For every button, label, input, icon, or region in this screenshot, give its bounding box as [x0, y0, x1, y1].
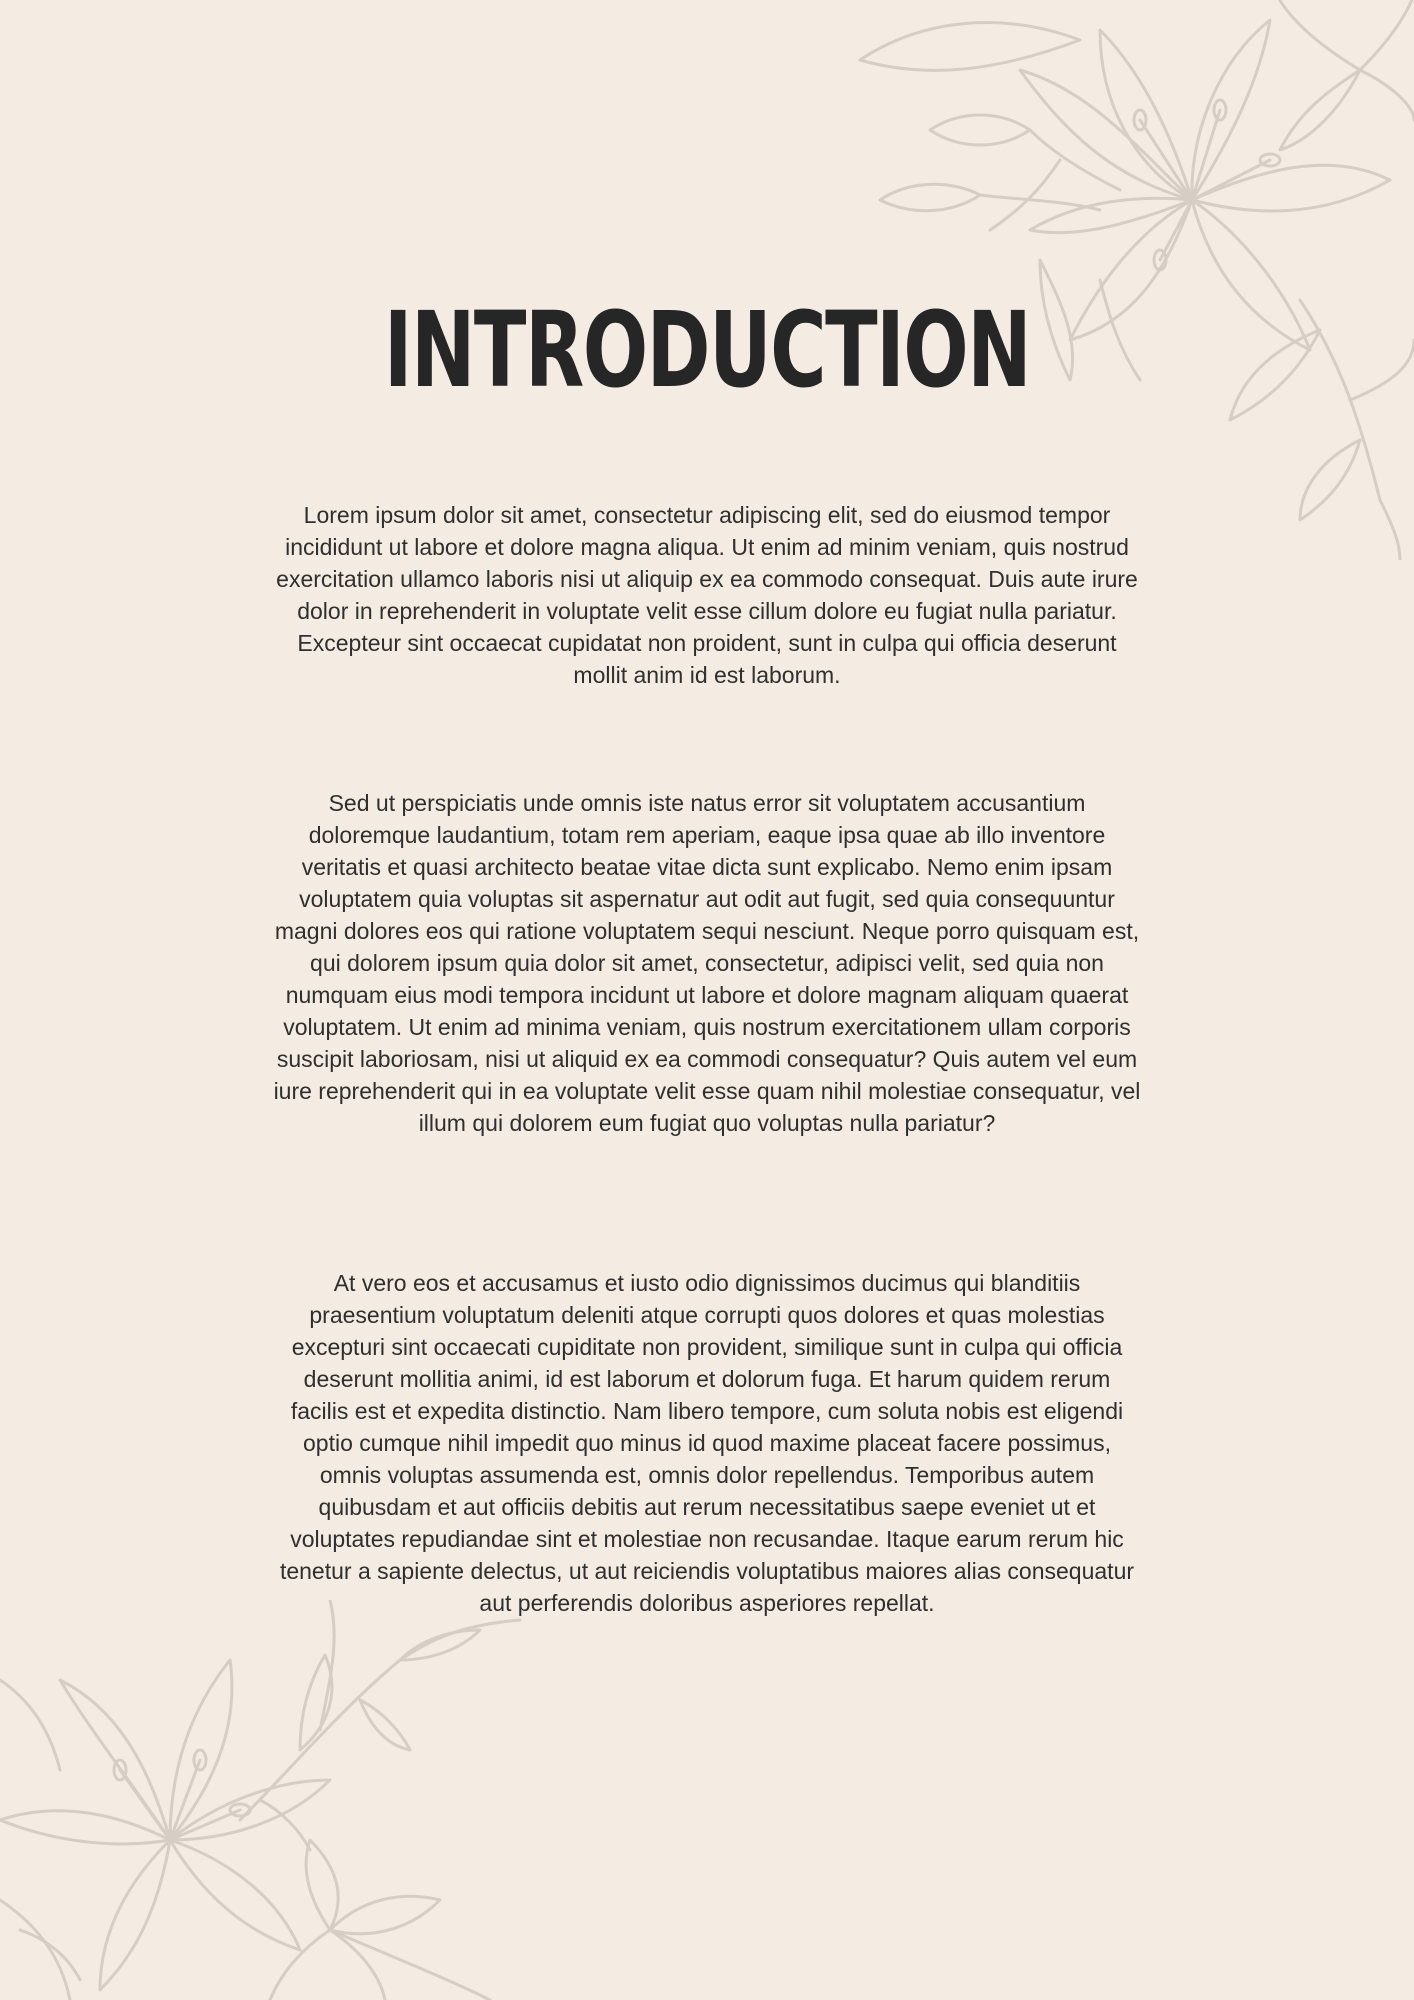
intro-paragraph-2: Sed ut perspiciatis unde omnis iste natus error sit voluptatem accusantium doloremque laudantium, totam rem aperiam, eaque ipsa quae ab illo inventore veritatis et quasi architecto beatae vitae dicta sunt explicabo. Nemo enim ipsam voluptatem quia voluptas sit aspernatur aut odit aut fugit, sed quia consequuntur magni dolores eos qui ratione voluptatem sequi nesciunt. Neque porro quisquam est, qui dolorem ipsum quia dolor sit amet, consectetur, adipisci velit, sed quia non numquam eius modi tempora incidunt ut labore et dolore magnam aliquam quaerat voluptatem. Ut enim ad minima veniam, quis nostrum exercitationem ullam corporis suscipit laboriosam, nisi ut aliquid ex ea commodi consequatur? Quis autem vel eum iure reprehenderit qui in ea voluptate velit esse quam nihil molestiae consequatur, vel illum qui dolorem eum fugiat quo voluptas nulla pariatur?: [273, 790, 1141, 1136]
intro-paragraph-3: At vero eos et accusamus et iusto odio dignissimos ducimus qui blanditiis praesentium voluptatum deleniti atque corrupti quos dolores et quas molestias excepturi sint occaecati cupiditate non provident, similique sunt in culpa qui officia deserunt mollitia animi, id est laborum et dolorum fuga. Et harum quidem rerum facilis est et expedita distinctio. Nam libero tempore, cum soluta nobis est eligendi optio cumque nihil impedit quo minus id quod maxime placeat facere possimus, omnis voluptas assumenda est, omnis dolor repellendus. Temporibus autem quibusdam et aut officiis debitis aut rerum necessitatibus saepe eveniet ut et voluptates repudiandae sint et molestiae non recusandae. Itaque earum rerum hic tenetur a sapiente delectus, ut aut reiciendis voluptatibus maiores alias consequatur aut perferendis doloribus asperiores repellat.: [279, 1270, 1135, 1616]
page-title: INTRODUCTION: [383, 289, 1031, 411]
floral-decoration-bottom-left: [0, 1600, 560, 2000]
intro-paragraph-1: Lorem ipsum dolor sit amet, consectetur adipiscing elit, sed do eiusmod tempor incididunt ut labore et dolore magna aliqua. Ut enim ad minim veniam, quis nostrud exercitation ullamco laboris nisi ut aliquip ex ea commodo consequat. Duis aute irure dolor in reprehenderit in voluptate velit esse cillum dolore eu fugiat nulla pariatur. Excepteur sint occaecat cupidatat non proident, sunt in culpa qui officia deserunt mollit anim id est laborum.: [276, 502, 1138, 688]
floral-decoration-top-right: [840, 0, 1414, 560]
